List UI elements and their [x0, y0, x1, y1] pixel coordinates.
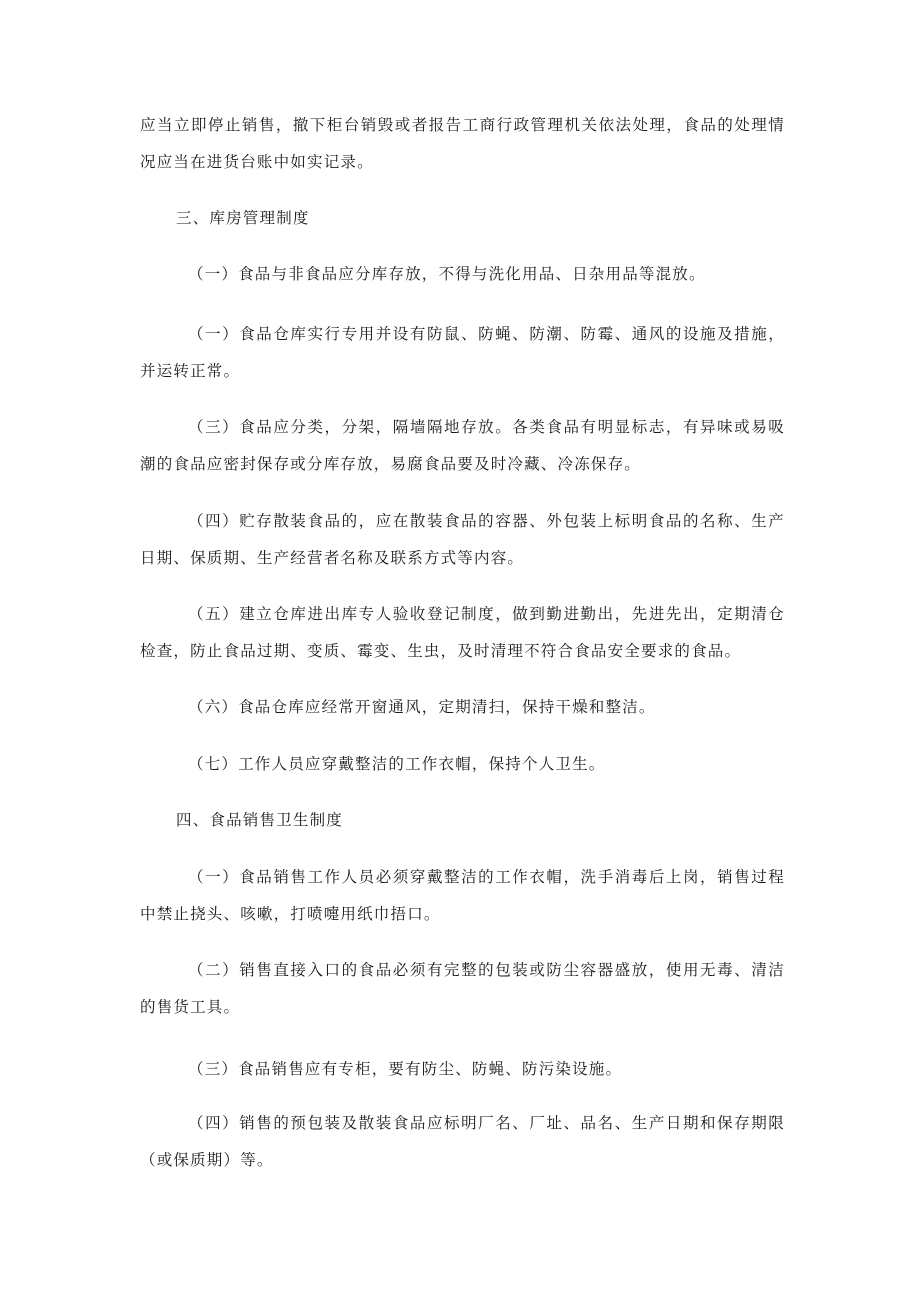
paragraph-continuation: 应当立即停止销售，撤下柜台销毁或者报告工商行政管理机关依法处理，食品的处理情况应当在进货台账中如实记录。 — [140, 116, 785, 171]
paragraph-sales-4: （四）销售的预包装及散装食品应标明厂名、厂址、品名、生产日期和保存期限（或保质期）等。 — [140, 1114, 785, 1169]
paragraph-storage-4: （四）贮存散装食品的，应在散装食品的容器、外包装上标明食品的名称、生产日期、保质期、生产经营者名称及联系方式等内容。 — [140, 512, 785, 567]
paragraph-sales-2: （二）销售直接入口的食品必须有完整的包装或防尘容器盛放，使用无毒、清洁的售货工具。 — [140, 961, 785, 1016]
section-heading-storage: 三、库房管理制度 — [176, 209, 310, 227]
paragraph-sales-3: （三）食品销售应有专柜，要有防尘、防蝇、防污染设施。 — [188, 1060, 623, 1078]
paragraph-storage-7: （七）工作人员应穿戴整洁的工作衣帽，保持个人卫生。 — [188, 755, 606, 773]
paragraph-storage-5: （五）建立仓库进出库专人验收登记制度，做到勤进勤出，先进先出，定期清仓检查，防止食品过期、变质、霉变、生虫，及时清理不符合食品安全要求的食品。 — [140, 605, 785, 660]
paragraph-storage-6: （六）食品仓库应经常开窗通风，定期清扫，保持干燥和整洁。 — [188, 698, 656, 716]
paragraph-storage-2: （一）食品仓库实行专用并设有防鼠、防蝇、防潮、防霉、通风的设施及措施，并运转正常。 — [140, 325, 785, 380]
paragraph-sales-1: （一）食品销售工作人员必须穿戴整洁的工作衣帽，洗手消毒后上岗，销售过程中禁止挠头、咳嗽，打喷嚏用纸巾捂口。 — [140, 868, 785, 923]
paragraph-storage-3: （三）食品应分类，分架，隔墙隔地存放。各类食品有明显标志，有异味或易吸潮的食品应密封保存或分库存放，易腐食品要及时冷藏、冷冻保存。 — [140, 418, 785, 473]
paragraph-storage-1: （一）食品与非食品应分库存放，不得与洗化用品、日杂用品等混放。 — [188, 265, 706, 283]
section-heading-sales: 四、食品销售卫生制度 — [176, 811, 344, 829]
